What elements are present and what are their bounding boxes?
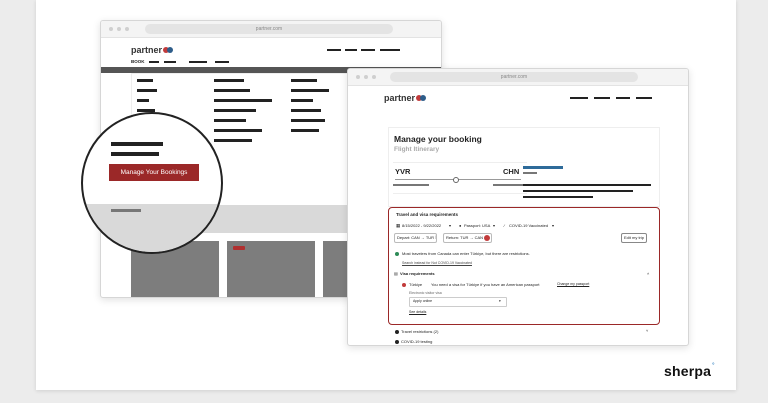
placeholder-text (111, 142, 163, 146)
partner-logo: partner (384, 93, 416, 103)
menu-link[interactable] (214, 79, 244, 82)
partner-logo: partner (131, 45, 163, 55)
menu-link[interactable] (137, 99, 149, 102)
manage-bookings-button[interactable]: Manage Your Bookings (109, 164, 199, 181)
menu-link[interactable] (291, 79, 317, 82)
covid-testing-section[interactable]: COVID-19 testing (401, 339, 433, 344)
nav-menu-book[interactable]: BOOK (131, 59, 145, 64)
testing-bullet-icon (395, 340, 399, 344)
expand-icon[interactable]: ˅ (646, 328, 649, 333)
flight-info-text (523, 196, 593, 198)
sherpa-wordmark: sherpa (664, 363, 712, 379)
visa-country: Türkiye (409, 282, 423, 287)
booking-card (388, 127, 660, 207)
vaccination-selector[interactable]: COVID-19 Vaccinated (509, 223, 549, 228)
magnifier-circle (81, 112, 223, 254)
front-browser-window (347, 68, 689, 346)
flight-detail-text (393, 184, 429, 186)
menu-link[interactable] (291, 129, 319, 132)
account-menu[interactable] (636, 97, 652, 99)
flight-info-link[interactable] (523, 166, 563, 169)
calendar-icon: ▦ (396, 223, 401, 228)
menu-link[interactable] (137, 79, 153, 82)
dropdown-arrow-icon: ▾ (493, 223, 496, 228)
entry-summary: Most travelers from Canada can enter Türkiye, but there are restrictions. (402, 251, 530, 256)
menu-link[interactable] (214, 109, 256, 112)
menu-link[interactable] (291, 119, 325, 122)
nav-menu-item[interactable] (149, 61, 159, 63)
return-chip[interactable]: Return: TUR → CAN (443, 233, 492, 243)
visa-type: Electronic visitor visa (409, 291, 442, 295)
menu-link[interactable] (214, 129, 262, 132)
collapse-icon[interactable]: ˄ (647, 271, 650, 276)
edit-trip-button[interactable]: Edit my trip (621, 233, 647, 243)
placeholder-text (111, 209, 141, 212)
nav-menu-item[interactable] (189, 61, 207, 63)
browser-chrome (348, 69, 688, 86)
sherpa-logo-mark: ° (712, 363, 715, 369)
dropdown-arrow-icon: ▾ (552, 223, 555, 228)
menu-link[interactable] (214, 119, 246, 122)
flight-info-text (523, 190, 633, 192)
search-instead-link[interactable]: Search instead for Not COVID-19 Vaccinated (402, 261, 472, 265)
widget-heading: Travel and visa requirements (396, 212, 459, 217)
check-icon (395, 252, 399, 256)
browser-chrome (101, 21, 441, 38)
nav-link[interactable] (361, 49, 375, 51)
document-icon: ▤ (394, 271, 398, 276)
partner-logo-mark (163, 47, 173, 53)
visa-message: You need a visa for Türkiye if you have an American passport (431, 282, 540, 287)
travel-restrictions-section[interactable]: Travel restrictions (2) (401, 329, 439, 334)
route-marker (453, 177, 459, 183)
address-bar[interactable]: partner.com (145, 24, 393, 34)
partner-logo-mark (416, 95, 426, 101)
visa-section-heading[interactable]: Visa requirements (400, 271, 435, 276)
travel-requirements-widget (388, 207, 660, 325)
header-link[interactable] (616, 97, 630, 99)
flight-detail-text (493, 184, 523, 186)
menu-link[interactable] (291, 89, 329, 92)
placeholder-text (111, 152, 159, 156)
nav-link[interactable] (345, 49, 357, 51)
destination-code: CHN (503, 167, 520, 176)
menu-link[interactable] (291, 109, 321, 112)
flight-info-text (523, 184, 651, 186)
depart-chip[interactable]: Depart: CAN → TUR (394, 233, 437, 243)
window-controls (109, 27, 129, 31)
flight-info-text (523, 172, 537, 174)
dropdown-arrow-icon: ▾ (449, 223, 452, 228)
menu-link[interactable] (137, 89, 157, 92)
remove-chip-icon[interactable] (484, 235, 490, 241)
page-gray-band (83, 204, 221, 252)
change-passport-link[interactable]: Change my passport (557, 282, 590, 286)
nav-link[interactable] (380, 49, 400, 51)
menu-link[interactable] (291, 99, 313, 102)
apply-method-value: Apply online (413, 299, 433, 303)
page-title: Manage your booking (394, 134, 482, 144)
header-link[interactable] (570, 97, 588, 99)
alert-icon (402, 283, 406, 287)
page-subtitle: Flight Itinerary (394, 146, 440, 153)
origin-code: YVR (395, 167, 411, 176)
nav-menu-item[interactable] (215, 61, 229, 63)
nav-menu-item[interactable] (164, 61, 176, 63)
sherpa-logo (664, 363, 715, 379)
trip-dates[interactable]: 8/15/2022 - 9/22/2022 (402, 223, 442, 228)
nav-link[interactable] (327, 49, 341, 51)
header-link[interactable] (594, 97, 610, 99)
apply-method-select[interactable] (409, 297, 507, 307)
image-badge (233, 246, 245, 250)
syringe-icon: ⁄ (504, 223, 505, 228)
passport-selector[interactable]: Passport: USA (464, 223, 491, 228)
showcase-card (36, 0, 736, 390)
address-bar[interactable]: partner.com (390, 72, 638, 82)
menu-link[interactable] (214, 99, 272, 102)
see-details-link[interactable]: See details (409, 310, 427, 314)
chip-separator: | (435, 234, 437, 239)
dropdown-arrow-icon: ▾ (499, 299, 501, 303)
menu-link[interactable] (214, 89, 250, 92)
user-icon: ● (459, 223, 462, 228)
menu-link[interactable] (214, 139, 252, 142)
restriction-bullet-icon (395, 330, 399, 334)
window-controls (356, 75, 376, 79)
